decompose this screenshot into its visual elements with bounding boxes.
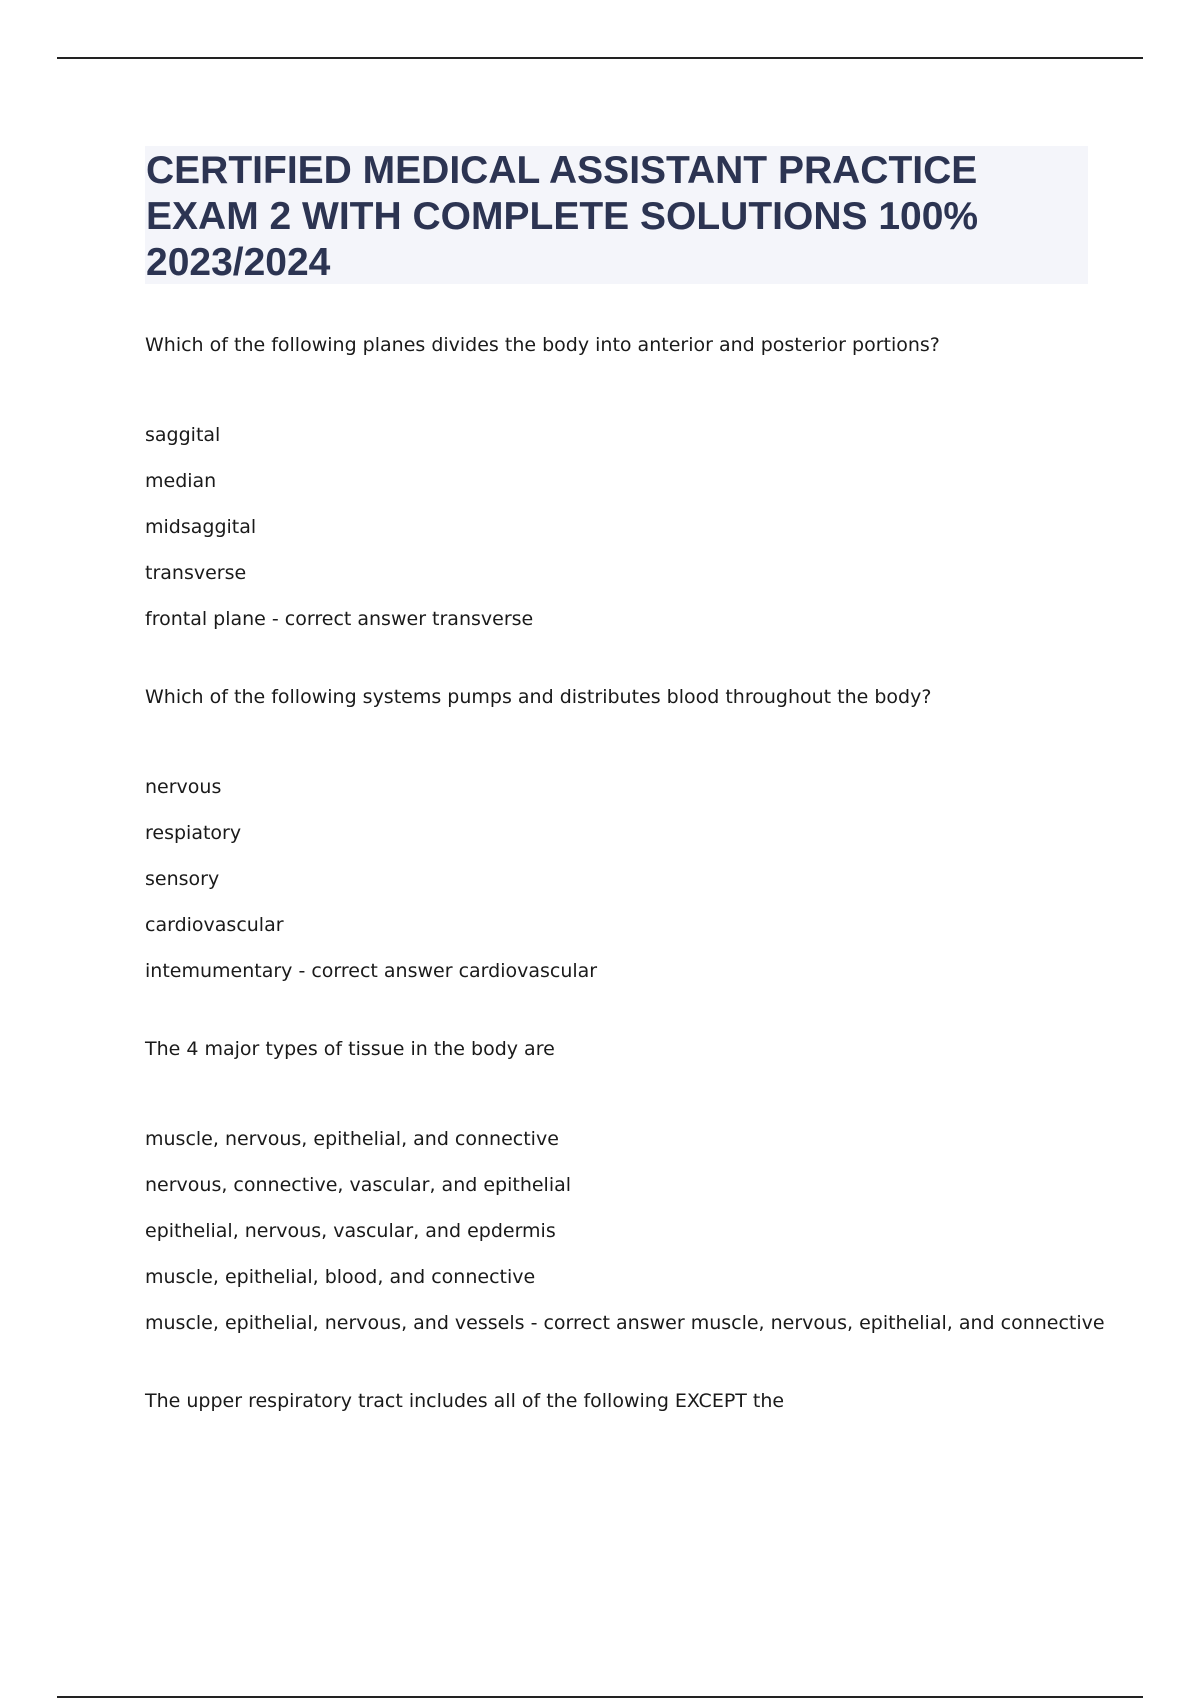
option-item: nervous, connective, vascular, and epithelial: [145, 1174, 572, 1196]
option-item-with-answer: muscle, epithelial, nervous, and vessels - correct answer muscle, nervous, epithelial, and connective: [145, 1312, 1105, 1334]
question-text: The 4 major types of tissue in the body are: [145, 1038, 555, 1060]
question-text: Which of the following planes divides the body into anterior and posterior portions?: [145, 334, 940, 356]
option-list: [145, 770, 1145, 988]
document-title: CERTIFIED MEDICAL ASSISTANT PRACTICE EXAM 2 WITH COMPLETE SOLUTIONS 100% 2023/2024: [146, 149, 979, 284]
bottom-rule: [57, 1696, 1143, 1698]
question-1: [145, 328, 1145, 636]
top-rule: [57, 57, 1143, 59]
option-item: muscle, epithelial, blood, and connective: [145, 1266, 536, 1288]
question-text: Which of the following systems pumps and distributes blood throughout the body?: [145, 686, 932, 708]
option-item-with-answer: frontal plane - correct answer transverse: [145, 608, 534, 630]
option-item: transverse: [145, 562, 247, 584]
question-2: [145, 680, 1145, 988]
option-item: nervous: [145, 776, 222, 798]
question-text: The upper respiratory tract includes all of the following EXCEPT the: [145, 1390, 785, 1412]
option-item: saggital: [145, 424, 221, 446]
option-list: [145, 418, 1145, 636]
question-3: [145, 1032, 1145, 1340]
question-4: [145, 1384, 1145, 1418]
option-item: cardiovascular: [145, 914, 284, 936]
option-item: sensory: [145, 868, 220, 890]
option-item: respiatory: [145, 822, 242, 844]
option-item: midsaggital: [145, 516, 257, 538]
option-item: epithelial, nervous, vascular, and epdermis: [145, 1220, 556, 1242]
option-list: [145, 1122, 1145, 1340]
title-banner: [145, 146, 1088, 284]
option-item: muscle, nervous, epithelial, and connective: [145, 1128, 559, 1150]
option-item: median: [145, 470, 217, 492]
option-item-with-answer: intemumentary - correct answer cardiovascular: [145, 960, 598, 982]
question-list: [145, 328, 1145, 1474]
